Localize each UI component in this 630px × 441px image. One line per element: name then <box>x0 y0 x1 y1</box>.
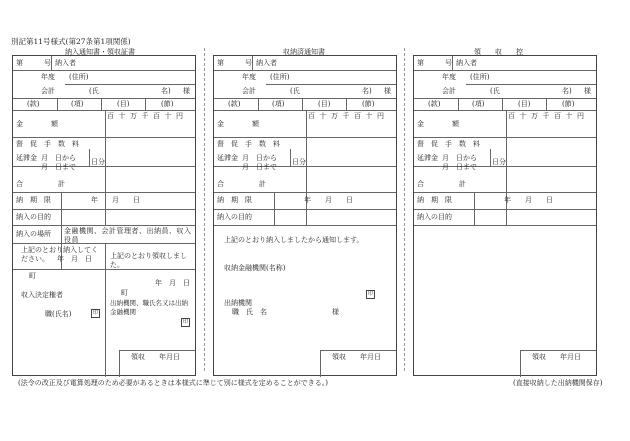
agency-label: 出納機関 <box>224 299 252 307</box>
setsu-label: (節) <box>161 100 174 108</box>
purpose-label: 納入の目的 <box>417 213 452 221</box>
sama-label: 様 <box>384 87 391 95</box>
digit-hyaku-man: 百 <box>107 112 119 120</box>
no-label: 第 号 <box>417 59 452 67</box>
moku-label: (目) <box>318 100 331 108</box>
fee-label: 督 促 手 数 料 <box>16 140 79 148</box>
form-collection-notice <box>213 55 397 376</box>
digit-juu: 十 <box>565 112 577 120</box>
year-label: 年度 <box>442 73 456 81</box>
name-close: 名) <box>161 87 171 95</box>
digit-man: 万 <box>331 112 343 120</box>
account-label: 会計 <box>242 87 256 95</box>
moku-label: (目) <box>117 100 130 108</box>
name-close: 名) <box>362 87 372 95</box>
digit-en: 円 <box>176 112 188 120</box>
digit-en: 円 <box>377 112 389 120</box>
total-label: 合 計 <box>16 180 65 188</box>
name-open: (氏 <box>290 87 300 95</box>
digit-hyaku: 百 <box>153 112 165 120</box>
address-label: (住所) <box>69 73 89 81</box>
form-notice-receipt <box>12 55 196 376</box>
seal-1: 印 <box>92 310 98 316</box>
digit-hyaku: 百 <box>354 112 366 120</box>
kou-label: (項) <box>472 100 485 108</box>
received-text: 上記のとおり納入しましたから通知します。 <box>224 236 364 244</box>
seal-bank: 印 <box>367 291 373 297</box>
name-open: (氏 <box>490 87 500 95</box>
digits <box>107 113 188 120</box>
digit-sen: 千 <box>342 112 354 120</box>
delay-from: 月 日から <box>442 154 477 162</box>
setsu-label: (節) <box>362 100 375 108</box>
digit-hyaku-man: 百 <box>508 112 520 120</box>
digit-hyaku: 百 <box>554 112 566 120</box>
delay-to: 月 日まで <box>242 163 277 171</box>
column-title-2: 収納済通知書 <box>283 48 325 56</box>
sama-label: 様 <box>584 87 591 95</box>
please-pay-text: 上記のとおり納入してください。 <box>21 246 98 263</box>
due-label: 納 期 限 <box>16 196 51 204</box>
due-label: 納 期 限 <box>217 196 252 204</box>
moku-label: (目) <box>518 100 531 108</box>
year-label: 年度 <box>242 73 256 81</box>
amount-label: 金 額 <box>217 120 259 128</box>
column-title-1: 納入通知書・領収証書 <box>65 48 135 56</box>
form-header: 別記第11号様式(第27条第1項関係) <box>11 37 131 46</box>
receipt-stamp-2: 領収 年月日 <box>332 353 381 361</box>
setsu-label: (節) <box>562 100 575 108</box>
place-label: 納入の場所 <box>16 230 51 238</box>
date-2: 年 月 日 <box>155 279 190 287</box>
digits <box>308 113 389 120</box>
fee-label: 督 促 手 数 料 <box>417 140 480 148</box>
digit-juu-man: 十 <box>118 112 130 120</box>
delay-label: 延滞金 <box>217 154 238 162</box>
days-label: 日分 <box>492 158 506 166</box>
place-value: 金融機関、会計管理者、出納員、収入役員 <box>64 227 192 244</box>
due-label: 納 期 限 <box>417 196 452 204</box>
digit-en: 円 <box>577 112 589 120</box>
total-label: 合 計 <box>417 180 466 188</box>
staff-label: 職 氏 名 <box>232 308 267 316</box>
footer-storage: (直接収納した出納機関保存) <box>513 379 603 387</box>
due-date: 年 月 日 <box>91 196 140 204</box>
kou-label: (項) <box>71 100 84 108</box>
payer-label: 納入者 <box>256 59 277 67</box>
column-title-3: 領 収 控 <box>474 48 523 56</box>
purpose-label: 納入の目的 <box>217 213 252 221</box>
year-label: 年度 <box>41 73 55 81</box>
town-2: 町 <box>121 289 128 297</box>
seal-2: 印 <box>182 319 188 325</box>
footer-note: (法令の改正及び電算処理のため必要があるときは本様式に準じて別に様式を定めることができる。) <box>18 379 328 387</box>
digit-man: 万 <box>531 112 543 120</box>
delay-from: 月 日から <box>242 154 277 162</box>
name-close: 名) <box>562 87 572 95</box>
kan-label: (款) <box>428 100 441 108</box>
kan-label: (款) <box>27 100 40 108</box>
account-label: 会計 <box>442 87 456 95</box>
date-1: 年 月 日 <box>57 255 92 263</box>
receipt-stamp-3: 領収 年月日 <box>532 353 581 361</box>
address-label: (住所) <box>270 73 290 81</box>
decider-label: 収入決定権者 <box>21 291 63 299</box>
dashed-divider-2 <box>404 48 405 371</box>
position-label: 職(氏名) <box>45 310 72 318</box>
digit-juu-man: 十 <box>519 112 531 120</box>
days-label: 日分 <box>292 158 306 166</box>
bank-label: 収納金融機関(名称) <box>224 264 286 272</box>
payer-label: 納入者 <box>55 59 76 67</box>
purpose-label: 納入の目的 <box>16 213 51 221</box>
sama-label: 様 <box>183 87 190 95</box>
amount-label: 金 額 <box>16 120 58 128</box>
delay-to: 月 日まで <box>41 163 76 171</box>
payer-label: 納入者 <box>456 59 477 67</box>
no-label: 第 号 <box>16 59 51 67</box>
delay-label: 延滞金 <box>417 154 438 162</box>
account-label: 会計 <box>41 87 55 95</box>
digit-juu: 十 <box>365 112 377 120</box>
dashed-divider-1 <box>204 48 205 371</box>
due-date: 年 月 日 <box>504 196 553 204</box>
staff-sama: 様 <box>332 308 339 316</box>
amount-label: 金 額 <box>417 120 459 128</box>
due-date: 年 月 日 <box>304 196 353 204</box>
town-1: 町 <box>29 272 36 280</box>
days-label: 日分 <box>91 158 105 166</box>
no-label: 第 号 <box>217 59 252 67</box>
total-label: 合 計 <box>217 180 266 188</box>
kan-label: (款) <box>228 100 241 108</box>
digit-sen: 千 <box>141 112 153 120</box>
digit-juu-man: 十 <box>319 112 331 120</box>
name-open: (氏 <box>89 87 99 95</box>
delay-to: 月 日まで <box>442 163 477 171</box>
delay-from: 月 日から <box>41 154 76 162</box>
digit-juu: 十 <box>164 112 176 120</box>
form-receipt-copy <box>413 55 597 376</box>
agency-text: 出納機関、職氏名又は出納金融機関 <box>110 299 188 316</box>
digits <box>508 113 589 120</box>
delay-label: 延滞金 <box>16 154 37 162</box>
digit-man: 万 <box>130 112 142 120</box>
kou-label: (項) <box>272 100 285 108</box>
received-text: 上記のとおり領収しました。 <box>110 252 187 269</box>
fee-label: 督 促 手 数 料 <box>217 140 280 148</box>
address-label: (住所) <box>470 73 490 81</box>
digit-sen: 千 <box>542 112 554 120</box>
digit-hyaku-man: 百 <box>308 112 320 120</box>
receipt-stamp-1: 領収 年月日 <box>131 353 180 361</box>
